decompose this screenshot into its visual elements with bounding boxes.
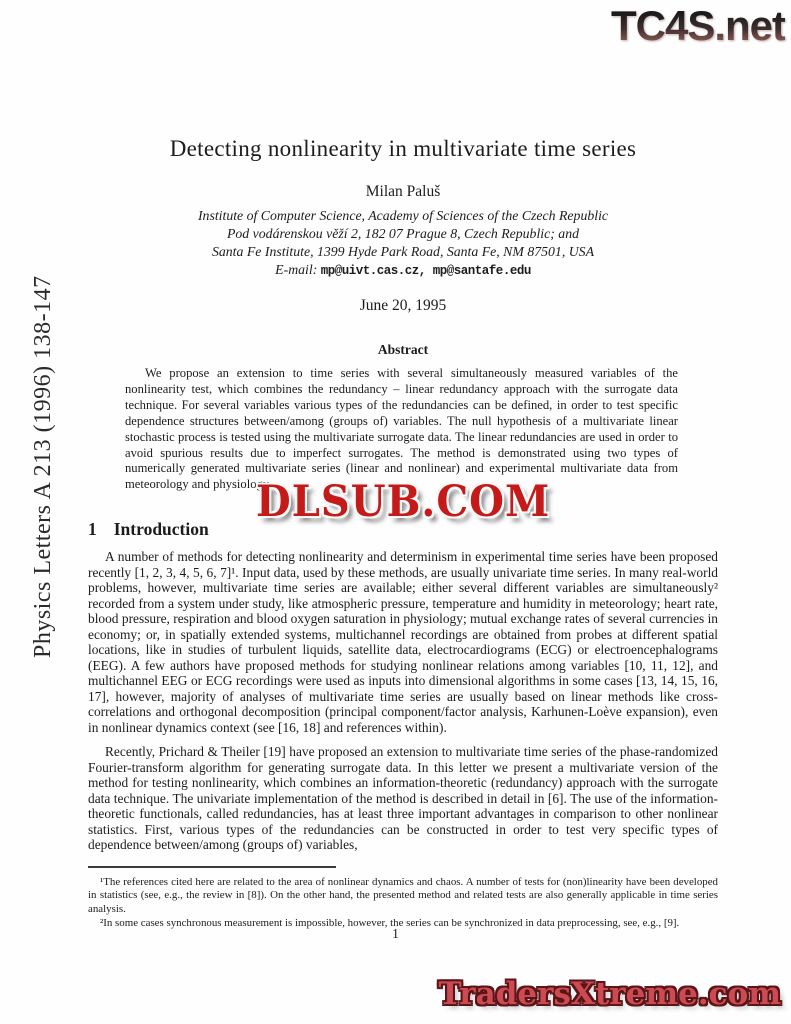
email-line (88, 261, 718, 280)
watermark-tradersxtreme: TradersXtreme.com (438, 976, 781, 1012)
abstract-heading: Abstract (377, 342, 429, 357)
journal-reference-vertical: Physics Letters A 213 (1996) 138-147 (30, 275, 56, 658)
paper-title: Detecting nonlinearity in multivariate time series (169, 136, 637, 161)
affiliation-line: Institute of Computer Science, Academy of Sciences of the Czech Republic (197, 208, 609, 223)
email-addresses: mp@uivt.cas.cz, mp@santafe.edu (320, 264, 531, 278)
affiliation-line: Pod vodárenskou věží 2, 182 07 Prague 8, Czech Republic; and (226, 226, 579, 241)
affiliation-line: Santa Fe Institute, 1399 Hyde Park Road, Santa Fe, NM 87501, USA (211, 244, 595, 259)
footnote-divider (88, 866, 336, 868)
abstract-text: We propose an extension to time series with several simultaneously measured variables of the nonlinearity test, which combines the redundancy – linear redundancy approach with the surrogate data technique. For several variables various types of the redundancies can be defined, in order to test specific dependence structures between/among (groups of) variables. The null hypothesis of a multivariate linear stochastic process is tested using the multivariate surrogate data. The linear redundancies are used in order to avoid spurious results due to imperfect surrogates. The method is demonstrated using two types of numerically generated multivariate series (linear and nonlinear) and experimental multivariate data from meteorology and physiology. (125, 366, 678, 492)
paper-body (88, 136, 718, 930)
watermark-tc4s: TC4S.net (610, 2, 785, 49)
footnote: ²In some cases synchronous measurement is impossible, however, the series can be synchronized in data preprocessing, see, e.g., [9]. (100, 916, 680, 929)
page-number: 1 (392, 926, 399, 941)
footnote: ¹The references cited here are related to the area of nonlinear dynamics and chaos. A number of tests for (non)linearity have been developed in statistics (see, e.g., the review in [8]). On the other hand, the presented method and related tests are also generally applicable in time series analysis. (88, 875, 718, 915)
watermark-dlsub: DLSUB.COM (256, 476, 551, 527)
paragraph: A number of methods for detecting nonlinearity and determinism in experimental time series have been proposed recently [1, 2, 3, 4, 5, 6, 7]¹. Input data, used by these methods, are usually univariate time series. In many real-world problems, however, multivariate time series are available; either several different variables are simultaneously² recorded from a system under study, like atmospheric pressure, temperature and humidity in meteorology; heart rate, blood pressure, respiration and blood oxygen saturation in physiology; mutual exchange rates of several currencies in economy; or, in spatially extended systems, multichannel recordings are obtained from probes at different spatial locations, like in studies of turbulent liquids, satellite data, electrocardiograms (ECG) or electroencephalograms (EEG). A few authors have proposed methods for studying nonlinear relations among variables [10, 11, 12], and multichannel EEG or ECG recordings were used as inputs into dimensional algorithms in some cases [13, 14, 15, 16, 17], however, majority of analyses of multivariate time series are usually based on linear methods like cross-correlations and orthogonal decomposition (principal component/factor analysis, Karhunen-Loève expansion), even in nonlinear dynamics context (see [16, 18] and references within). (88, 549, 718, 735)
section-title: Introduction (113, 519, 209, 540)
paper-date: June 20, 1995 (359, 297, 447, 314)
affiliation-block (88, 207, 718, 280)
email-label: E-mail: (275, 262, 318, 277)
footnote-block (88, 876, 718, 930)
author-name: Milan Paluš (365, 183, 441, 200)
paragraph: Recently, Prichard & Theiler [19] have proposed an extension to multivariate time series of the phase-randomized Fourier-transform algorithm for generating surrogate data. In this letter we present a multivariate version of the method for testing nonlinearity, which combines an information-theoretic (redundancy) approach with the surrogate data technique. The univariate implementation of the method is described in detail in [6]. The use of the information-theoretic functionals, called redundancies, has at least three important advantages in comparison to other nonlinear statistics. First, various types of the redundancies can be constructed in order to test very specific types of dependence between/among (groups of) variables, (88, 744, 718, 853)
section-number: 1 (88, 519, 97, 540)
